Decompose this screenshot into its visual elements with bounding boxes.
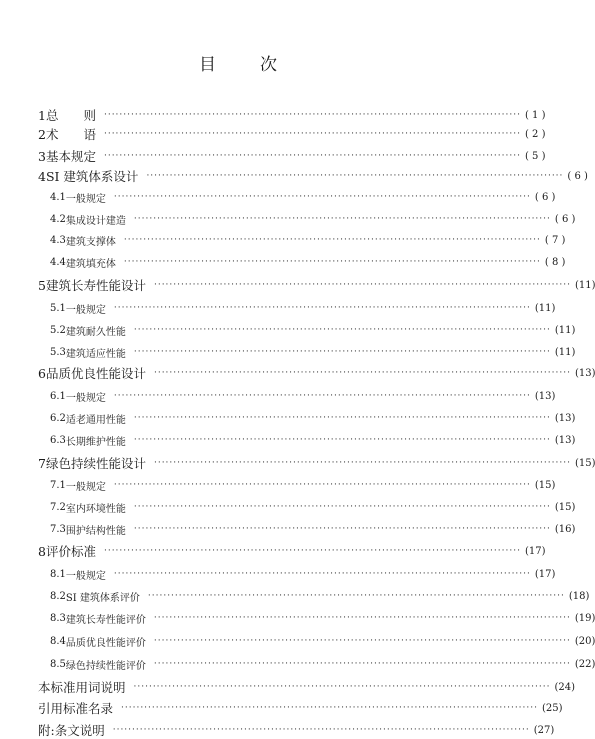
toc-entry[interactable] [0, 125, 546, 143]
toc-entry-page: (27) [533, 724, 555, 736]
toc-entry-page: (24) [554, 681, 576, 693]
toc-entry-number: 2 [38, 126, 46, 142]
toc-entry-number: 8 [38, 543, 46, 559]
page-title [0, 50, 476, 75]
toc-entry-number: 4.4 [50, 256, 66, 268]
toc-entry[interactable] [0, 343, 576, 361]
toc-leader-dots: ············································································································ [133, 502, 551, 512]
toc-entry-page: ( 6 ) [554, 213, 576, 225]
toc-entry-page: (17) [524, 545, 546, 557]
toc-entry-page: ( 1 ) [524, 109, 546, 121]
toc-leader-dots: ············································································································ [133, 214, 551, 224]
toc-entry-label: 长期维护性能 [65, 436, 126, 448]
toc-entry-page: ( 6 ) [567, 170, 588, 182]
toc-entry-page: ( 5 ) [524, 150, 546, 162]
toc-leader-dots: ············································································································ [121, 703, 538, 713]
toc-entry-label: 围护结构性能 [65, 525, 126, 537]
toc-entry-number: 5.2 [50, 324, 66, 336]
toc-entry-page: (22) [574, 658, 595, 670]
toc-entry[interactable] [0, 210, 576, 228]
toc-entry-label: 评价标准 [45, 544, 96, 559]
toc-entry-label: 建筑长寿性能设计 [45, 278, 146, 293]
toc-entry-label: 建筑适应性能 [65, 348, 126, 360]
toc-entry[interactable] [0, 188, 556, 206]
toc-entry[interactable] [0, 387, 556, 405]
toc-entry-number: 6.2 [50, 412, 66, 424]
toc-entry[interactable] [0, 565, 556, 583]
toc-entry-page: (13) [554, 412, 576, 424]
toc-leader-dots: ············································································································ [113, 569, 531, 579]
toc-leader-dots: ············································································································ [123, 257, 541, 267]
toc-entry-number: 7.3 [50, 523, 66, 535]
toc-entry[interactable] [0, 609, 595, 627]
toc-entry[interactable] [0, 678, 576, 696]
toc-leader-dots: ············································································································ [153, 636, 571, 646]
toc-entry-page: (13) [534, 390, 556, 402]
toc-entry[interactable] [0, 321, 576, 339]
toc-leader-dots: ············································································································ [103, 546, 521, 556]
toc-leader-dots: ············································································································ [133, 435, 551, 445]
toc-leader-dots: ············································································································ [133, 325, 551, 335]
toc-leader-dots: ············································································································ [103, 110, 521, 120]
toc-entry-number: 4.1 [50, 191, 66, 203]
toc-entry-number: 5 [38, 277, 46, 293]
title-char-right: 次 [260, 55, 277, 75]
toc-entry[interactable] [0, 231, 566, 249]
toc-entry-label: 绿色持续性能评价 [65, 660, 146, 672]
toc-entry-page: ( 8 ) [544, 256, 566, 268]
toc-entry-label: SI 建筑体系设计 [45, 169, 139, 184]
toc-entry-label: 室内环境性能 [65, 503, 126, 515]
toc-entry-page: (18) [568, 590, 590, 602]
toc-entry-number: 4 [38, 168, 46, 184]
toc-entry-page: ( 6 ) [534, 191, 556, 203]
toc-entry[interactable] [0, 721, 555, 739]
toc-leader-dots: ············································································································ [153, 368, 571, 378]
toc-entry[interactable] [0, 276, 595, 294]
toc-leader-dots: ············································································································ [153, 458, 571, 468]
toc-entry[interactable] [0, 409, 576, 427]
toc-entry-number: 5.1 [50, 302, 66, 314]
toc-entry-number: 7 [38, 455, 46, 471]
toc-entry-page: (11) [554, 346, 576, 358]
toc-entry-label: 适老通用性能 [65, 414, 126, 426]
toc-entry[interactable] [0, 542, 546, 560]
toc-entry-number: 6.1 [50, 390, 66, 402]
toc-entry-number: 4.2 [50, 213, 66, 225]
toc-leader-dots: ············································································································ [123, 235, 541, 245]
title-char-left: 目 [199, 55, 216, 75]
toc-leader-dots: ············································································································ [113, 480, 531, 490]
toc-entry[interactable] [0, 454, 595, 472]
toc-entry[interactable] [0, 106, 546, 124]
toc-leader-dots: ············································································································ [103, 151, 521, 161]
toc-entry[interactable] [0, 299, 556, 317]
toc-entry[interactable] [0, 498, 576, 516]
toc-entry-number: 7.2 [50, 501, 66, 513]
toc-entry-label: SI 建筑体系评价 [65, 592, 140, 604]
toc-entry-page: (15) [554, 501, 576, 513]
toc-entry-number: 8.4 [50, 635, 66, 647]
toc-entry-page: (25) [542, 702, 563, 714]
toc-entry-page: (17) [534, 568, 556, 580]
toc-entry[interactable] [0, 520, 576, 538]
toc-leader-dots: ············································································································ [133, 347, 551, 357]
toc-entry-page: (13) [574, 367, 595, 379]
toc-entry-label: 一般规定 [65, 304, 106, 316]
toc-entry-number: 6 [38, 365, 46, 381]
toc-entry-label: 品质优良性能设计 [45, 366, 146, 381]
toc-entry-label: 总 则 [45, 108, 96, 123]
toc-entry-label: 建筑长寿性能评价 [65, 614, 146, 626]
toc-entry-label: 一般规定 [65, 481, 106, 493]
toc-leader-dots: ············································································································ [133, 524, 551, 534]
toc-entry[interactable] [0, 476, 556, 494]
toc-leader-dots: ············································································································ [112, 725, 530, 735]
toc-leader-dots: ············································································································ [103, 129, 521, 139]
toc-entry-number: 7.1 [50, 479, 66, 491]
toc-entry-label: 一般规定 [65, 392, 106, 404]
toc-entry-page: (15) [574, 457, 595, 469]
toc-leader-dots: ············································································································ [133, 413, 551, 423]
toc-entry-label: 绿色持续性能设计 [45, 456, 146, 471]
toc-entry-number: 1 [38, 107, 46, 123]
toc-entry-number: 8.2 [50, 590, 66, 602]
toc-entry[interactable] [0, 253, 566, 271]
toc-entry-page: ( 7 ) [544, 234, 566, 246]
toc-entry[interactable] [0, 587, 590, 605]
toc-entry-label: 本标准用词说明 [38, 680, 126, 695]
toc-leader-dots: ············································································································ [146, 171, 564, 181]
toc-entry-page: (11) [554, 324, 576, 336]
toc-entry-label: 集成设计建造 [65, 215, 126, 227]
toc-entry-number: 4.3 [50, 234, 66, 246]
toc-leader-dots: ············································································································ [147, 591, 565, 601]
toc-leader-dots: ············································································································ [133, 682, 551, 692]
toc-leader-dots: ············································································································ [113, 192, 531, 202]
toc-entry-label: 建筑耐久性能 [65, 326, 126, 338]
toc-entry-number: 5.3 [50, 346, 66, 358]
toc-entry-label: 一般规定 [65, 570, 106, 582]
toc-entry-number: 8.3 [50, 612, 66, 624]
toc-entry[interactable] [0, 147, 546, 165]
toc-entry[interactable] [0, 364, 595, 382]
toc-entry[interactable] [0, 431, 576, 449]
toc-entry-label: 一般规定 [65, 193, 106, 205]
toc-entry-label: 附:条文说明 [38, 723, 105, 738]
toc-entry[interactable] [0, 699, 563, 717]
toc-leader-dots: ············································································································ [153, 613, 571, 623]
toc-entry-number: 6.3 [50, 434, 66, 446]
toc-leader-dots: ············································································································ [153, 280, 571, 290]
toc-entry-label: 建筑填充体 [65, 258, 116, 270]
toc-entry[interactable] [0, 655, 595, 673]
toc-leader-dots: ············································································································ [113, 303, 531, 313]
toc-entry-page: (13) [554, 434, 576, 446]
toc-leader-dots: ············································································································ [113, 391, 531, 401]
toc-entry-label: 建筑支撑体 [65, 236, 116, 248]
toc-entry-page: (11) [574, 279, 595, 291]
toc-entry-page: (16) [554, 523, 576, 535]
toc-entry[interactable] [0, 632, 595, 650]
toc-entry-page: ( 2 ) [524, 128, 546, 140]
toc-leader-dots: ············································································································ [153, 659, 571, 669]
toc-entry-label: 基本规定 [45, 149, 96, 164]
toc-entry-number: 3 [38, 148, 46, 164]
toc-entry-label: 引用标准名录 [38, 701, 114, 716]
toc-entry-page: (15) [534, 479, 556, 491]
toc-entry[interactable] [0, 167, 588, 185]
toc-entry-number: 8.5 [50, 658, 66, 670]
toc-entry-number: 8.1 [50, 568, 66, 580]
toc-entry-label: 品质优良性能评价 [65, 637, 146, 649]
toc-entry-label: 术 语 [45, 127, 96, 142]
toc-entry-page: (19) [574, 612, 595, 624]
toc-entry-page: (11) [534, 302, 556, 314]
toc-entry-page: (20) [574, 635, 595, 647]
